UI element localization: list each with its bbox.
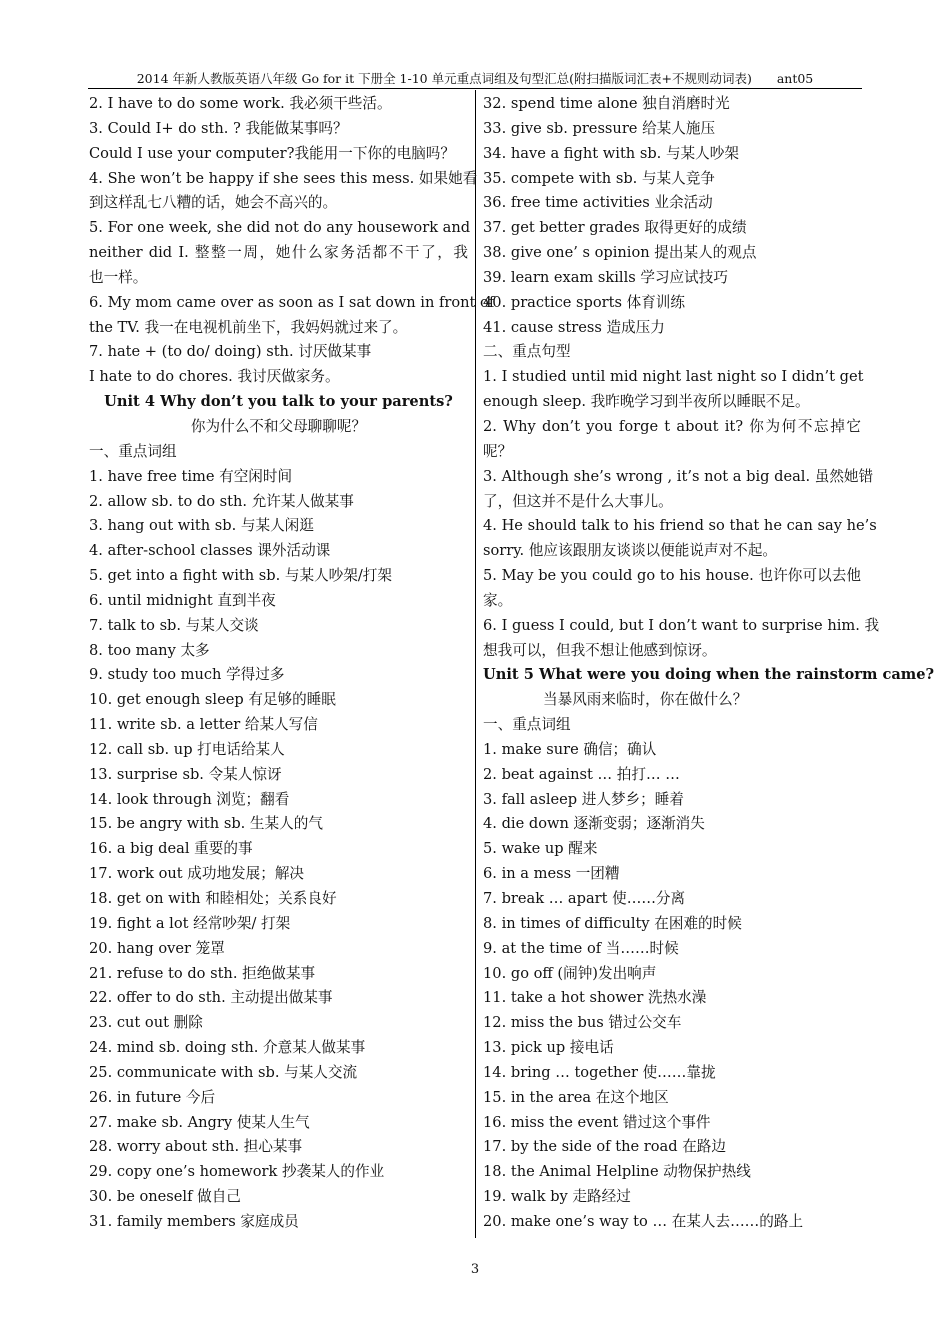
right-column bbox=[483, 92, 935, 1235]
text-line: 想我可以，但我不想让他感到惊讶。 bbox=[483, 641, 717, 659]
column-divider bbox=[475, 90, 476, 1238]
text-line: 19. fight a lot 经常吵架/ 打架 bbox=[89, 914, 291, 932]
text-line: 32. spend time alone 独自消磨时光 bbox=[483, 95, 730, 112]
text-line: 3. Although she’s wrong , it’s not a big deal. 虽然她错 bbox=[483, 467, 874, 485]
text-line: 13. surprise sb. 令某人惊讶 bbox=[89, 765, 282, 783]
text-line: 19. walk by 走路经过 bbox=[483, 1188, 631, 1206]
text-line: 2. allow sb. to do sth. 允许某人做某事 bbox=[89, 492, 354, 510]
text-line: 8. too many 太多 bbox=[89, 641, 210, 659]
text-line: 一、重点词组 bbox=[89, 442, 177, 460]
text-line: 12. miss the bus 错过公交车 bbox=[483, 1014, 682, 1032]
text-line: 二、重点句型 bbox=[483, 343, 571, 361]
text-line: 5. wake up 醒来 bbox=[483, 840, 598, 858]
text-line: 1. I studied until mid night last night so I didn’t get bbox=[483, 368, 864, 386]
text-line: 也一样。 bbox=[89, 268, 148, 286]
text-line: 4. He should talk to his friend so that he can say he’s bbox=[483, 517, 877, 535]
text-line: 29. copy one’s homework 抄袭某人的作业 bbox=[89, 1163, 385, 1181]
text-line: 14. look through 浏览；翻看 bbox=[89, 790, 290, 808]
text-line: 5. For one week, she did not do any housework and bbox=[89, 219, 471, 237]
text-line: 18. the Animal Helpline 动物保护热线 bbox=[483, 1163, 751, 1181]
text-line: enough sleep. 我昨晚学习到半夜所以睡眠不足。 bbox=[483, 393, 810, 411]
text-line: 9. study too much 学得过多 bbox=[89, 666, 285, 684]
text-line: 14. bring … together 使……靠拢 bbox=[483, 1063, 716, 1081]
text-line: 40. practice sports 体育训练 bbox=[483, 293, 685, 311]
text-line: 41. cause stress 造成压力 bbox=[483, 318, 665, 336]
text-line: 当暴风雨来临时，你在做什么？ bbox=[543, 691, 748, 709]
text-line: 22. offer to do sth. 主动提出做某事 bbox=[89, 989, 333, 1007]
text-line: 23. cut out 删除 bbox=[89, 1014, 203, 1032]
text-line: 6. until midnight 直到半夜 bbox=[89, 591, 276, 609]
text-line: 7. break … apart 使……分离 bbox=[483, 890, 686, 907]
text-line: 2. Why don’t you forge t about it? 你为何不忘掉它 bbox=[483, 417, 861, 435]
text-line: 30. be oneself 做自己 bbox=[89, 1188, 241, 1206]
text-line: 26. in future 今后 bbox=[89, 1088, 216, 1106]
text-line: 2. beat against … 拍打… … bbox=[483, 765, 680, 783]
text-line: 36. free time activities 业余活动 bbox=[483, 194, 713, 212]
text-line: 4. She won’t be happy if she sees this mess. 如果她看 bbox=[89, 169, 478, 187]
text-line: 38. give one’ s opinion 提出某人的观点 bbox=[483, 244, 757, 262]
unit-heading: Unit 4 Why don’t you talk to your parents? bbox=[104, 393, 453, 411]
text-line: 到这样乱七八糟的话，她会不高兴的。 bbox=[89, 194, 338, 212]
text-line: 4. die down 逐渐变弱；逐渐消失 bbox=[483, 815, 705, 833]
page-header: 2014 年新人教版英语八年级 Go for it 下册全 1-10 单元重点词组及句型汇总(附扫描版词汇表+不规则动词表) ant05 bbox=[88, 70, 862, 89]
text-line: 1. have free time 有空闲时间 bbox=[89, 467, 293, 485]
text-line: 11. take a hot shower 洗热水澡 bbox=[483, 989, 707, 1007]
text-line: 10. go off (闹钟)发出响声 bbox=[483, 964, 657, 982]
text-line: 11. write sb. a letter 给某人写信 bbox=[89, 716, 318, 734]
text-line: 4. after-school classes 课外活动课 bbox=[89, 542, 331, 560]
text-line: 28. worry about sth. 担心某事 bbox=[89, 1138, 303, 1156]
text-line: 呢？ bbox=[483, 442, 513, 460]
text-line: 16. a big deal 重要的事 bbox=[89, 840, 253, 858]
text-line: 了，但这并不是什么大事儿。 bbox=[483, 492, 673, 510]
text-line: 25. communicate with sb. 与某人交流 bbox=[89, 1063, 358, 1081]
text-line: 20. make one’s way to … 在某人去……的路上 bbox=[483, 1212, 804, 1230]
text-line: 2. I have to do some work. 我必须干些活。 bbox=[89, 95, 392, 112]
text-line: 34. have a fight with sb. 与某人吵架 bbox=[483, 144, 739, 162]
text-line: 3. hang out with sb. 与某人闲逛 bbox=[89, 517, 314, 535]
text-line: 17. work out 成功地发展；解决 bbox=[89, 865, 305, 883]
text-line: 5. get into a fight with sb. 与某人吵架/打架 bbox=[89, 567, 392, 585]
text-line: 15. be angry with sb. 生某人的气 bbox=[89, 815, 323, 833]
page-number: 3 bbox=[470, 1262, 480, 1277]
text-line: 27. make sb. Angry 使某人生气 bbox=[89, 1113, 310, 1131]
text-line: 33. give sb. pressure 给某人施压 bbox=[483, 119, 716, 137]
text-line: 37. get better grades 取得更好的成绩 bbox=[483, 219, 747, 237]
text-line: 6. in a mess 一团糟 bbox=[483, 865, 620, 883]
text-line: 你为什么不和父母聊聊呢？ bbox=[190, 417, 367, 435]
text-line: 7. talk to sb. 与某人交谈 bbox=[89, 616, 259, 634]
text-line: I hate to do chores. 我讨厌做家务。 bbox=[89, 368, 340, 386]
text-line: Could I use your computer?我能用一下你的电脑吗？ bbox=[89, 144, 455, 162]
text-line: 6. I guess I could, but I don’t want to surprise him. 我 bbox=[483, 616, 880, 634]
text-line: 3. Could I+ do sth. ? 我能做某事吗？ bbox=[89, 119, 348, 137]
unit-heading: Unit 5 What were you doing when the rainstorm came? bbox=[483, 666, 935, 684]
text-line: 6. My mom came over as soon as I sat down in front of bbox=[89, 293, 495, 311]
text-line: 1. make sure 确信；确认 bbox=[483, 740, 657, 758]
text-line: 7. hate + (to do/ doing) sth. 讨厌做某事 bbox=[89, 343, 372, 361]
text-line: 39. learn exam skills 学习应试技巧 bbox=[483, 268, 728, 286]
text-line: 8. in times of difficulty 在困难的时候 bbox=[483, 914, 742, 932]
text-line: 24. mind sb. doing sth. 介意某人做某事 bbox=[89, 1039, 366, 1057]
text-line: 9. at the time of 当……时候 bbox=[483, 939, 679, 957]
text-line: 13. pick up 接电话 bbox=[483, 1039, 614, 1057]
text-line: 3. fall asleep 进人梦乡；睡着 bbox=[483, 790, 684, 808]
text-line: the TV. 我一在电视机前坐下，我妈妈就过来了。 bbox=[89, 318, 408, 336]
text-line: sorry. 他应该跟朋友谈谈以便能说声对不起。 bbox=[483, 542, 777, 560]
text-line: 家。 bbox=[483, 591, 513, 609]
text-line: 21. refuse to do sth. 拒绝做某事 bbox=[89, 964, 316, 982]
text-line: 10. get enough sleep 有足够的睡眠 bbox=[89, 691, 336, 709]
text-line: neither did I. 整整一周，她什么家务活都不干了，我 bbox=[89, 244, 468, 262]
text-line: 16. miss the event 错过这个事件 bbox=[483, 1113, 711, 1131]
text-line: 12. call sb. up 打电话给某人 bbox=[89, 740, 285, 758]
text-line: 18. get on with 和睦相处；关系良好 bbox=[89, 890, 337, 907]
left-column bbox=[89, 92, 495, 1235]
text-line: 20. hang over 笼罩 bbox=[89, 939, 225, 957]
text-line: 一、重点词组 bbox=[483, 716, 571, 734]
text-line: 15. in the area 在这个地区 bbox=[483, 1088, 669, 1106]
text-line: 17. by the side of the road 在路边 bbox=[483, 1138, 726, 1156]
text-line: 5. May be you could go to his house. 也许你可以去他 bbox=[483, 567, 861, 585]
text-line: 35. compete with sb. 与某人竞争 bbox=[483, 169, 715, 187]
text-line: 31. family members 家庭成员 bbox=[89, 1212, 299, 1230]
